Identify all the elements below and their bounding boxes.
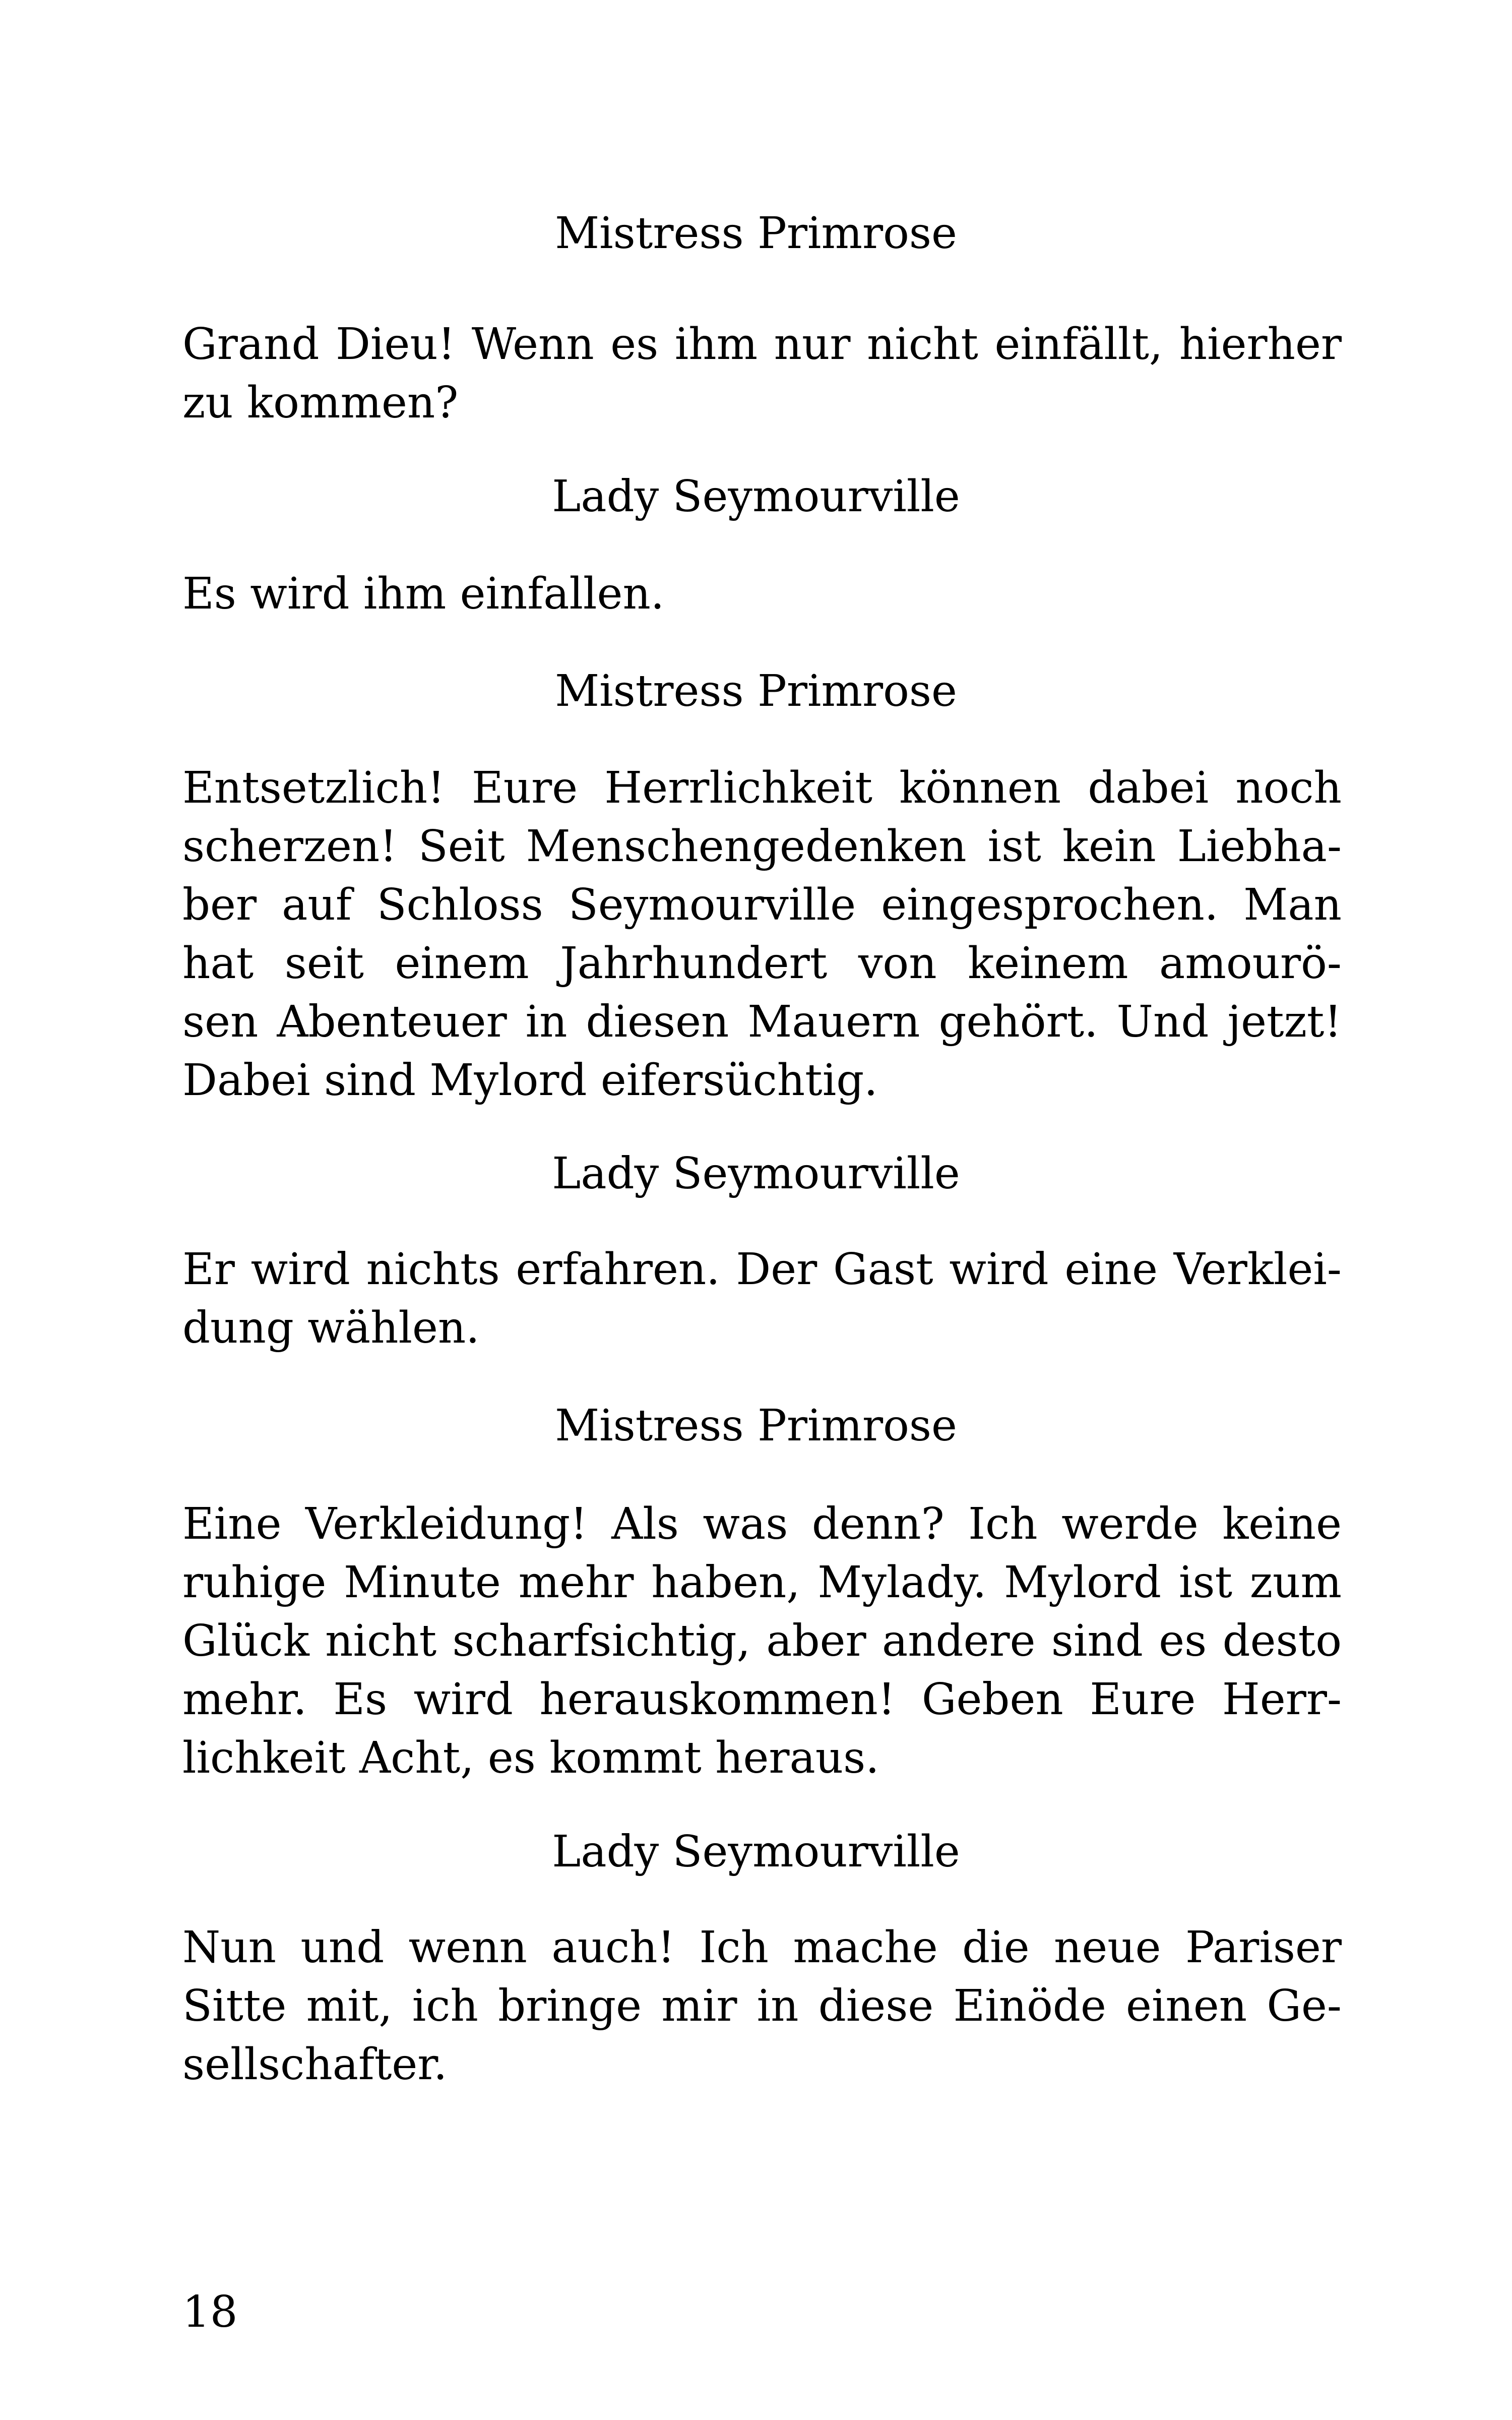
text-line: Sitte mit, ich bringe mir in diese Einöde einen Ge- <box>182 1981 1342 2031</box>
text-line: Es wird ihm einfallen. <box>182 569 665 619</box>
speaker-name: Lady Seymourville <box>552 1148 960 1199</box>
text-line: mehr. Es wird herauskommen! Geben Eure Herr- <box>182 1674 1342 1725</box>
speech-paragraph <box>182 565 1342 623</box>
text-line: dung wählen. <box>182 1303 480 1353</box>
speech-paragraph <box>182 759 1342 1110</box>
speaker-name: Lady Seymourville <box>552 471 960 522</box>
text-line: sen Abenteuer in diesen Mauern gehört. Und jetzt! <box>182 997 1342 1047</box>
text-line: hat seit einem Jahrhundert von keinem amourö- <box>182 938 1342 989</box>
text-line: Nun und wenn auch! Ich mache die neue Pariser <box>182 1922 1342 1973</box>
speech-paragraph <box>182 1240 1342 1357</box>
text-line: Er wird nichts erfahren. Der Gast wird eine Verklei- <box>182 1244 1342 1295</box>
text-line: scherzen! Seit Menschengedenken ist kein Liebha- <box>182 821 1342 872</box>
text-line: ruhige Minute mehr haben, Mylady. Mylord ist zum <box>182 1557 1342 1608</box>
speech-paragraph <box>182 1495 1342 1787</box>
text-line: sellschafter. <box>182 2039 448 2090</box>
speech-paragraph <box>182 315 1342 432</box>
speaker-name: Lady Seymourville <box>552 1827 960 1877</box>
text-line: Grand Dieu! Wenn es ihm nur nicht einfällt, hierher <box>182 319 1342 370</box>
text-line: Dabei sind Mylord eifersüchtig. <box>182 1055 878 1106</box>
text-line: Entsetzlich! Eure Herrlichkeit können dabei noch <box>182 763 1342 813</box>
speech-paragraph <box>182 1918 1342 2094</box>
speaker-name: Mistress Primrose <box>555 208 957 259</box>
speaker-name: Mistress Primrose <box>555 1401 957 1451</box>
text-line: Eine Verkleidung! Als was denn? Ich werde keine <box>182 1499 1342 1549</box>
text-line: zu kommen? <box>182 378 459 428</box>
text-line: Glück nicht scharfsichtig, aber andere sind es desto <box>182 1616 1342 1666</box>
speaker-name: Mistress Primrose <box>555 666 957 716</box>
page-number: 18 <box>182 2287 238 2337</box>
text-line: lichkeit Acht, es kommt heraus. <box>182 1733 879 1783</box>
text-line: ber auf Schloss Seymourville eingesprochen. Man <box>182 880 1342 930</box>
